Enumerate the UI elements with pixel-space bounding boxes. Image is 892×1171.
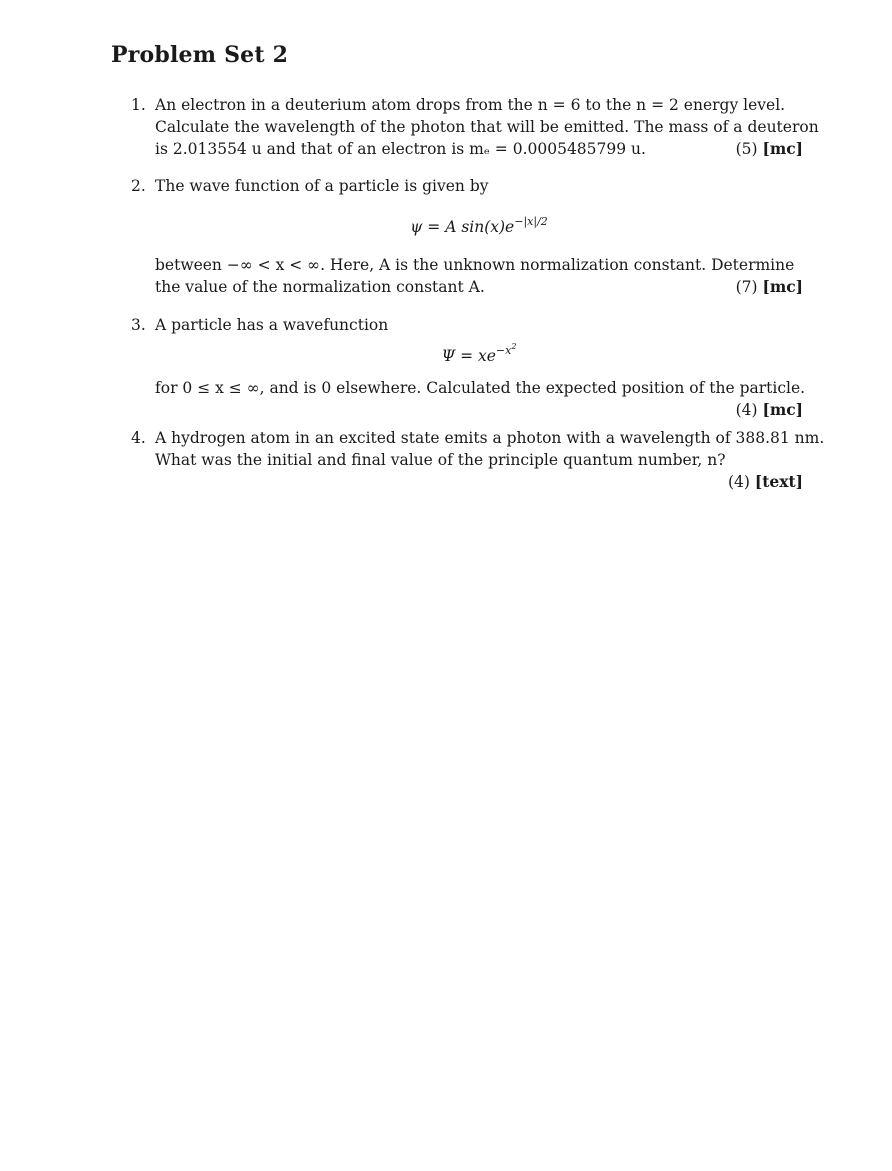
points-label: (5) [mc] bbox=[735, 139, 803, 158]
answer-type-tag: [mc] bbox=[762, 400, 803, 419]
problem-text-line: A particle has a wavefunction bbox=[155, 316, 389, 334]
problem-text-line: between −∞ < x < ∞. Here, A is the unknown normalization constant. Determine bbox=[155, 256, 795, 274]
problem-4 bbox=[131, 427, 825, 493]
problem-3 bbox=[131, 314, 806, 421]
answer-type-tag: [mc] bbox=[762, 277, 803, 296]
problem-1 bbox=[131, 94, 819, 160]
points-label: (4) [mc] bbox=[735, 400, 803, 419]
page-title: Problem Set 2 bbox=[111, 42, 289, 68]
problem-text-line: The wave function of a particle is given by bbox=[155, 177, 489, 195]
answer-type-tag: [mc] bbox=[762, 139, 803, 158]
problem-number: 3. bbox=[131, 316, 146, 334]
equation: ψ = A $\sin(x)e^{-|x|/2}$ bbox=[410, 215, 548, 236]
problem-number: 2. bbox=[131, 177, 146, 195]
problem-text-line: A hydrogen atom in an excited state emits a photon with a wavelength of 388.81 nm. bbox=[155, 429, 825, 447]
problem-number: 4. bbox=[131, 429, 146, 447]
equation: $\Psi = xe^{-x^2}$ bbox=[441, 342, 517, 365]
problem-2 bbox=[131, 175, 803, 298]
points-label: (4) [text] bbox=[728, 472, 803, 491]
problem-text-line: An electron in a deuterium atom drops from the n = 6 to the n = 2 energy level. bbox=[155, 96, 786, 114]
problem-text-line: Calculate the wavelength of the photon that will be emitted. The mass of a deuteron bbox=[155, 118, 819, 136]
answer-type-tag: [text] bbox=[754, 472, 803, 491]
problem-text-line: for 0 ≤ x ≤ ∞, and is 0 elsewhere. Calculated the expected position of the particle. bbox=[155, 379, 806, 397]
problem-text-line: the value of the normalization constant A. bbox=[155, 278, 485, 296]
problem-number: 1. bbox=[131, 96, 146, 114]
points-label: (7) [mc] bbox=[735, 277, 803, 296]
problem-text-line: What was the initial and final value of the principle quantum number, n? bbox=[155, 451, 726, 469]
problem-text-line: is 2.013554 u and that of an electron is mₑ = 0.0005485799 u. bbox=[155, 140, 646, 158]
